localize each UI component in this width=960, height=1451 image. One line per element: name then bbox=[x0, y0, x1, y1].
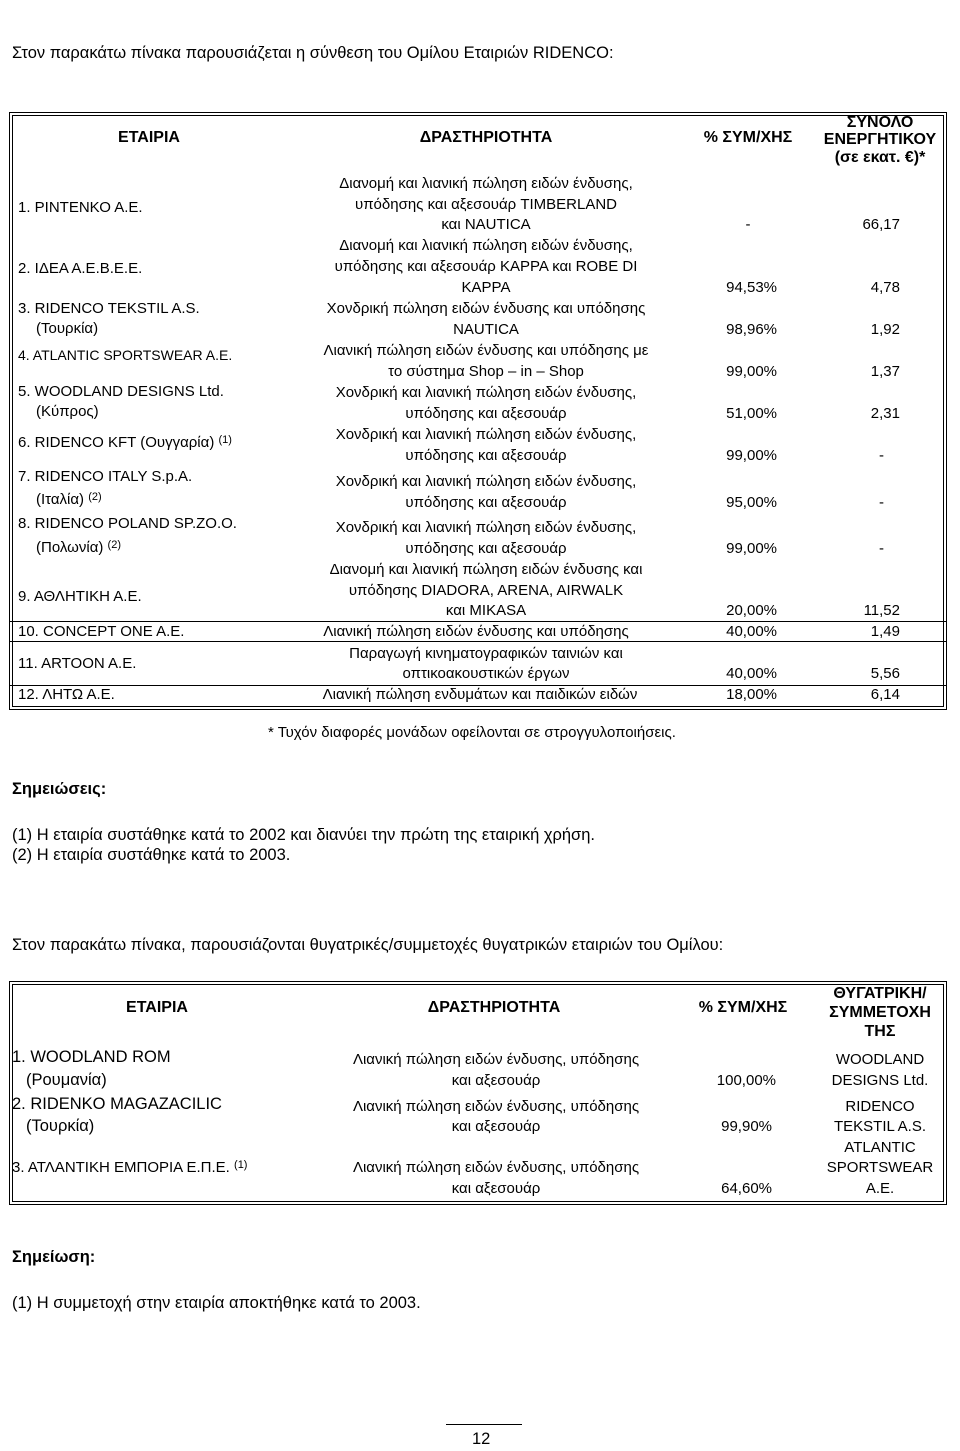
t2-row1-activity-1: Λιανική πώληση ειδών ένδυσης, υπόδησης bbox=[352, 1051, 640, 1068]
t2-header-share: % ΣΥΜ/ΧΗΣ bbox=[698, 999, 788, 1016]
t2-row1-activity-2: και αξεσουάρ bbox=[451, 1072, 541, 1089]
t2-row2-country: (Τουρκία) bbox=[26, 1117, 95, 1135]
t1-row10-share: 40,00% bbox=[726, 623, 777, 640]
t1-row8-activity-2: υπόδησης και αξεσουάρ bbox=[405, 540, 567, 557]
t1-row2-activity-1: Διανομή και λιανική πώληση ειδών ένδυσης, bbox=[339, 237, 633, 254]
t1-row6-activity-1: Χονδρική και λιανική πώληση ειδών ένδυσης, bbox=[335, 426, 637, 443]
t1-row3-total: 1,92 bbox=[870, 321, 900, 338]
t1-row9-activity-3: και MIKASA bbox=[445, 602, 527, 619]
t2-row3-parent-3: A.E. bbox=[865, 1180, 895, 1197]
t1-row5-country: (Κύπρος) bbox=[36, 403, 99, 420]
t1-row8-country: (Πολωνία) $^{(2)}$ bbox=[36, 539, 121, 556]
t1-row11-share: 40,00% bbox=[726, 665, 777, 682]
t2-row2-company: 2. RIDENKO MAGAZACILIC bbox=[12, 1095, 222, 1113]
t2-row2-parent-1: RIDENCO bbox=[845, 1098, 915, 1115]
t2-row1-share: 100,00% bbox=[716, 1072, 776, 1089]
t1-header-total-1: ΣΥΝΟΛΟ bbox=[846, 114, 914, 131]
notes-title: Σημειώσεις: bbox=[12, 780, 107, 798]
t1-row12-total: 6,14 bbox=[870, 686, 900, 703]
t1-row2-total: 4,78 bbox=[870, 279, 900, 296]
t1-row9-total: 11,52 bbox=[863, 602, 900, 619]
t1-header-total-2: ΕΝΕΡΓΗΤΙΚΟΥ bbox=[823, 131, 937, 148]
t1-header-activity: ΔΡΑΣΤΗΡΙΟΤΗΤΑ bbox=[419, 129, 553, 146]
t1-row4-company: 4. ATLANTIC SPORTSWEAR A.E. bbox=[18, 347, 233, 363]
t1-row7-activity-1: Χονδρική και λιανική πώληση ειδών ένδυσης, bbox=[335, 473, 637, 490]
t2-row3-activity-2: και αξεσουάρ bbox=[451, 1180, 541, 1197]
t2-row2-share: 99,90% bbox=[721, 1118, 772, 1135]
t1-row2-activity-2: υπόδησης και αξεσουάρ ΚΑΡΡΑ και ROBE DI bbox=[334, 258, 638, 275]
t2-row2-activity-2: και αξεσουάρ bbox=[451, 1118, 541, 1135]
t1-row2-share: 94,53% bbox=[726, 279, 777, 296]
t1-row5-company: 5. WOODLAND DESIGNS Ltd. bbox=[18, 383, 224, 400]
t1-row3-activity-1: Χονδρική πώληση ειδών ένδυσης και υπόδησης bbox=[326, 300, 646, 317]
t1-row12-activity-1: Λιανική πώληση ενδυμάτων και παιδικών ειδών bbox=[322, 686, 638, 703]
t1-row10-activity-1: Λιανική πώληση ειδών ένδυσης και υπόδησης bbox=[323, 623, 629, 640]
t1-row7-activity-2: υπόδησης και αξεσουάρ bbox=[405, 494, 567, 511]
t1-row5-total: 2,31 bbox=[870, 405, 900, 422]
t2-row2-activity-1: Λιανική πώληση ειδών ένδυσης, υπόδησης bbox=[352, 1098, 640, 1115]
t1-header-company: ΕΤΑΙΡΙΑ bbox=[118, 129, 180, 146]
t1-row11-activity-1: Παραγωγή κινηματογραφικών ταινιών και bbox=[349, 645, 623, 662]
t1-row1-activity-1: Διανομή και λιανική πώληση ειδών ένδυσης, bbox=[339, 175, 633, 192]
t2-row3-parent-1: ATLANTIC bbox=[844, 1139, 916, 1156]
note-1: (1) Η εταιρία συστάθηκε κατά το 2002 και διανύει την πρώτη της εταιρική χρήση. bbox=[12, 826, 595, 844]
t1-row9-activity-1: Διανομή και λιανική πώληση ειδών ένδυσης και bbox=[329, 561, 643, 578]
t1-row7-company: 7. RIDENCO ITALY S.p.A. bbox=[18, 468, 193, 485]
t1-row4-activity-2: το σύστημα Shop – in – Shop bbox=[388, 363, 584, 380]
t1-row10-company: 10. CONCEPT ONE A.E. bbox=[18, 623, 185, 640]
t1-row7-share: 95,00% bbox=[726, 494, 777, 511]
t2-header-parent-1: ΘΥΓΑΤΡΙΚΗ/ bbox=[833, 985, 927, 1002]
t1-row2-activity-3: KAPPA bbox=[461, 279, 511, 296]
t1-row4-activity-1: Λιανική πώληση ειδών ένδυσης και υπόδησης με bbox=[323, 342, 649, 359]
t1-row1-company: 1. ΡΙΝΤΕΝΚΟ Α.Ε. bbox=[18, 199, 143, 216]
t1-row8-activity-1: Χονδρική και λιανική πώληση ειδών ένδυσης, bbox=[335, 519, 637, 536]
intro-text-1: Στον παρακάτω πίνακα παρουσιάζεται η σύνθεση του Ομίλου Εταιριών RIDENCO: bbox=[12, 44, 614, 62]
t1-row5-activity-1: Χονδρική και λιανική πώληση ειδών ένδυσης, bbox=[335, 384, 637, 401]
t1-row7-country: (Ιταλία) $^{(2)}$ bbox=[36, 491, 102, 508]
page-number-rule bbox=[446, 1424, 522, 1425]
t1-row6-share: 99,00% bbox=[726, 447, 777, 464]
t1-row3-activity-2: NAUTICA bbox=[453, 321, 519, 338]
t2-row1-parent-2: DESIGNS Ltd. bbox=[831, 1072, 929, 1089]
t2-row3-company: 3. ΑΤΛΑΝΤΙΚΗ ΕΜΠΟΡΙΑ Ε.Π.Ε. $^{(1)}$ bbox=[12, 1159, 248, 1176]
t2-row2-parent-2: TEKSTIL A.S. bbox=[834, 1118, 926, 1135]
t1-row1-activity-2: υπόδησης και αξεσουάρ TIMBERLAND bbox=[354, 196, 618, 213]
t1-row8-share: 99,00% bbox=[726, 540, 777, 557]
t2-row3-activity-1: Λιανική πώληση ειδών ένδυσης, υπόδησης bbox=[352, 1159, 640, 1176]
t1-row6-activity-2: υπόδησης και αξεσουάρ bbox=[405, 447, 567, 464]
t2-header-activity: ΔΡΑΣΤΗΡΙΟΤΗΤΑ bbox=[427, 999, 561, 1016]
note-title-2: Σημείωση: bbox=[12, 1248, 96, 1266]
t1-row9-share: 20,00% bbox=[726, 602, 777, 619]
t2-header-parent-3: ΤΗΣ bbox=[864, 1023, 896, 1040]
t2-row3-parent-2: SPORTSWEAR bbox=[826, 1159, 934, 1176]
t1-row12-share: 18,00% bbox=[726, 686, 777, 703]
t1-row11-total: 5,56 bbox=[870, 665, 900, 682]
t1-row6-company: 6. RIDENCO KFT (Ουγγαρία) $^{(1)}$ bbox=[18, 434, 232, 451]
t1-row1-share: - bbox=[745, 216, 751, 233]
t1-row6-total: - bbox=[879, 447, 884, 464]
intro-text-2: Στον παρακάτω πίνακα, παρουσιάζονται θυγατρικές/συμμετοχές θυγατρικών εταιριών του Ομίλου: bbox=[12, 936, 724, 954]
note-2: (2) Η εταιρία συστάθηκε κατά το 2003. bbox=[12, 846, 291, 864]
t1-row8-total: - bbox=[879, 540, 884, 557]
t2-row1-country: (Ρουμανία) bbox=[26, 1071, 107, 1089]
t2-header-company: ΕΤΑΙΡΙΑ bbox=[126, 999, 188, 1016]
t1-row1-total: 66,17 bbox=[862, 216, 900, 233]
t2-header-parent-2: ΣΥΜΜΕΤΟΧΗ bbox=[829, 1004, 931, 1021]
t1-row4-share: 99,00% bbox=[726, 363, 777, 380]
t1-row3-company: 3. RIDENCO TEKSTIL A.S. bbox=[18, 300, 200, 317]
t1-row3-share: 98,96% bbox=[726, 321, 777, 338]
t1-row10-total: 1,49 bbox=[870, 623, 900, 640]
t2-row1-company: 1. WOODLAND ROM bbox=[12, 1048, 171, 1066]
t1-row9-company: 9. ΑΘΛΗΤΙΚΗ Α.Ε. bbox=[18, 588, 142, 605]
t1-row8-company: 8. RIDENCO POLAND SP.ZO.O. bbox=[18, 515, 237, 532]
t2-row1-parent-1: WOODLAND bbox=[835, 1051, 925, 1068]
t1-row5-share: 51,00% bbox=[726, 405, 777, 422]
t1-header-total-3: (σε εκατ. €)* bbox=[834, 149, 926, 166]
t1-row9-activity-2: υπόδησης DIADORA, ARENA, AIRWALK bbox=[348, 582, 624, 599]
t2-row3-share: 64,60% bbox=[721, 1180, 772, 1197]
note-3: (1) Η συμμετοχή στην εταιρία αποκτήθηκε κατά το 2003. bbox=[12, 1294, 421, 1312]
t1-row1-activity-3: και NAUTICA bbox=[441, 216, 531, 233]
t1-row7-total: - bbox=[879, 494, 884, 511]
t1-row4-total: 1,37 bbox=[870, 363, 900, 380]
t1-row11-company: 11. ARTOON A.E. bbox=[18, 655, 137, 672]
t1-row3-country: (Τουρκία) bbox=[36, 320, 99, 337]
rounding-footnote: * Τυχόν διαφορές μονάδων οφείλονται σε στρογγυλοποιήσεις. bbox=[268, 724, 676, 741]
t1-row11-activity-2: οπτικοακουστικών έργων bbox=[402, 665, 570, 682]
t1-row2-company: 2. ΙΔΕΑ Α.Ε.Β.Ε.Ε. bbox=[18, 260, 143, 277]
page-number: 12 bbox=[472, 1430, 491, 1448]
t1-header-share: % ΣΥΜ/ΧΗΣ bbox=[703, 129, 793, 146]
t1-row12-company: 12. ΛΗΤΩ Α.Ε. bbox=[18, 686, 115, 703]
t1-row5-activity-2: υπόδησης και αξεσουάρ bbox=[405, 405, 567, 422]
